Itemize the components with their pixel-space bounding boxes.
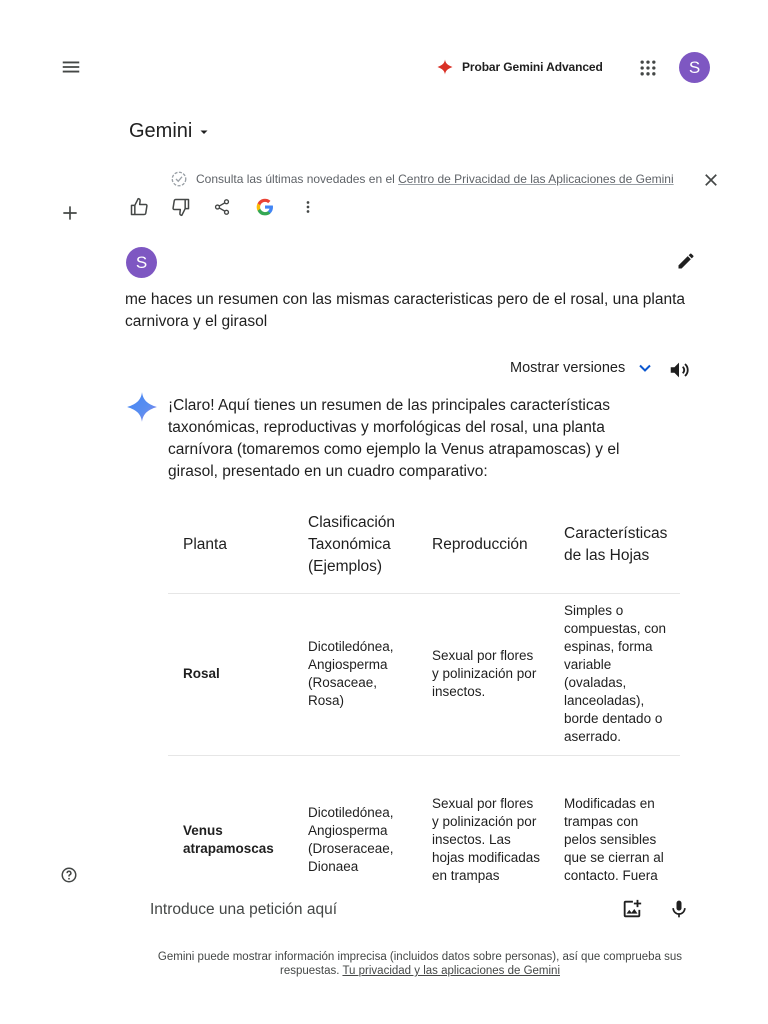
chevron-down-icon — [635, 358, 655, 378]
table-header-cell: Clasificación Taxonómica (Ejemplos) — [293, 498, 417, 593]
speaker-icon[interactable] — [666, 357, 692, 383]
table-header-cell: Planta — [168, 498, 293, 593]
response-intro: ¡Claro! Aquí tienes un resumen de las principales características taxonómicas, reproductivas y morfológicas del rosal, una planta carnívora (tomaremos como ejemplo la Venus atrapamoscas) y el girasol, presentado en un cuadro comparativo: — [168, 397, 620, 480]
privacy-center-link[interactable]: Centro de Privacidad de las Aplicaciones de Gemini — [398, 172, 674, 186]
help-icon[interactable] — [56, 862, 82, 888]
brand-name: Gemini — [129, 120, 193, 142]
close-icon[interactable] — [698, 167, 724, 193]
try-gemini-advanced-label: Probar Gemini Advanced — [462, 60, 603, 74]
comparison-table — [168, 498, 680, 926]
share-icon[interactable] — [209, 194, 235, 220]
table-cell: Simples o compuestas, con espinas, forma variable (ovaladas, lanceoladas), borde dentado o aserrado. — [549, 593, 680, 755]
add-image-icon[interactable] — [619, 896, 645, 922]
table-cell: Dicotiledónea, Angiosperma (Rosaceae, Rosa) — [293, 593, 417, 755]
table-header-cell: Reproducción — [417, 498, 549, 593]
show-versions-label: Mostrar versiones — [510, 360, 626, 376]
table-cell: Rosal — [168, 593, 293, 755]
edit-pencil-icon[interactable] — [672, 247, 700, 275]
verified-badge-icon — [170, 170, 188, 188]
caret-down-icon — [198, 126, 210, 138]
table-cell: Venus atrapamoscas — [168, 755, 293, 925]
microphone-icon[interactable] — [666, 896, 692, 922]
privacy-banner-text: Consulta las últimas novedades en el — [196, 172, 395, 186]
gemini-sparkle-icon — [125, 390, 159, 424]
prompt-input[interactable] — [150, 900, 570, 920]
table-cell: Dicotiledónea, Angiosperma (Droseraceae, Dionaea — [293, 755, 417, 925]
table-cell: Modificadas en trampas con pelos sensibles que se cierran al contacto. Fuera — [549, 755, 680, 925]
model-switcher[interactable] — [129, 120, 210, 143]
thumbs-down-icon[interactable] — [168, 194, 194, 220]
user-avatar: S — [126, 247, 157, 278]
try-gemini-advanced-button[interactable] — [436, 56, 603, 78]
sparkle-red-icon — [436, 58, 454, 76]
privacy-banner — [170, 170, 674, 188]
table-header-cell: Características de las Hojas — [549, 498, 680, 593]
table-header-row — [168, 498, 680, 593]
disclaimer-text: Gemini puede mostrar información imprecisa (incluidos datos sobre personas), así que comprueba sus respuestas. — [157, 951, 683, 977]
show-versions-button[interactable] — [510, 358, 655, 378]
user-message: me haces un resumen con las mismas caracteristicas pero de el rosal, una planta carnivora y el girasol — [125, 291, 685, 330]
more-vert-icon[interactable] — [295, 194, 321, 220]
table-cell: Sexual por flores y polinización por insectos. — [417, 593, 549, 755]
table-cell: Sexual por flores y polinización por insectos. Las hojas modificadas en trampas — [417, 755, 549, 925]
google-check-icon[interactable] — [252, 194, 278, 220]
new-chat-plus-icon[interactable] — [55, 198, 85, 228]
account-avatar[interactable]: S — [679, 52, 710, 83]
apps-grid-icon[interactable] — [634, 54, 662, 82]
privacy-link[interactable]: Tu privacidad y las aplicaciones de Gemini — [342, 965, 560, 977]
hamburger-menu-icon[interactable] — [56, 52, 86, 82]
table-row — [168, 593, 680, 755]
footer-disclaimer — [130, 950, 710, 978]
thumbs-up-icon[interactable] — [126, 194, 152, 220]
